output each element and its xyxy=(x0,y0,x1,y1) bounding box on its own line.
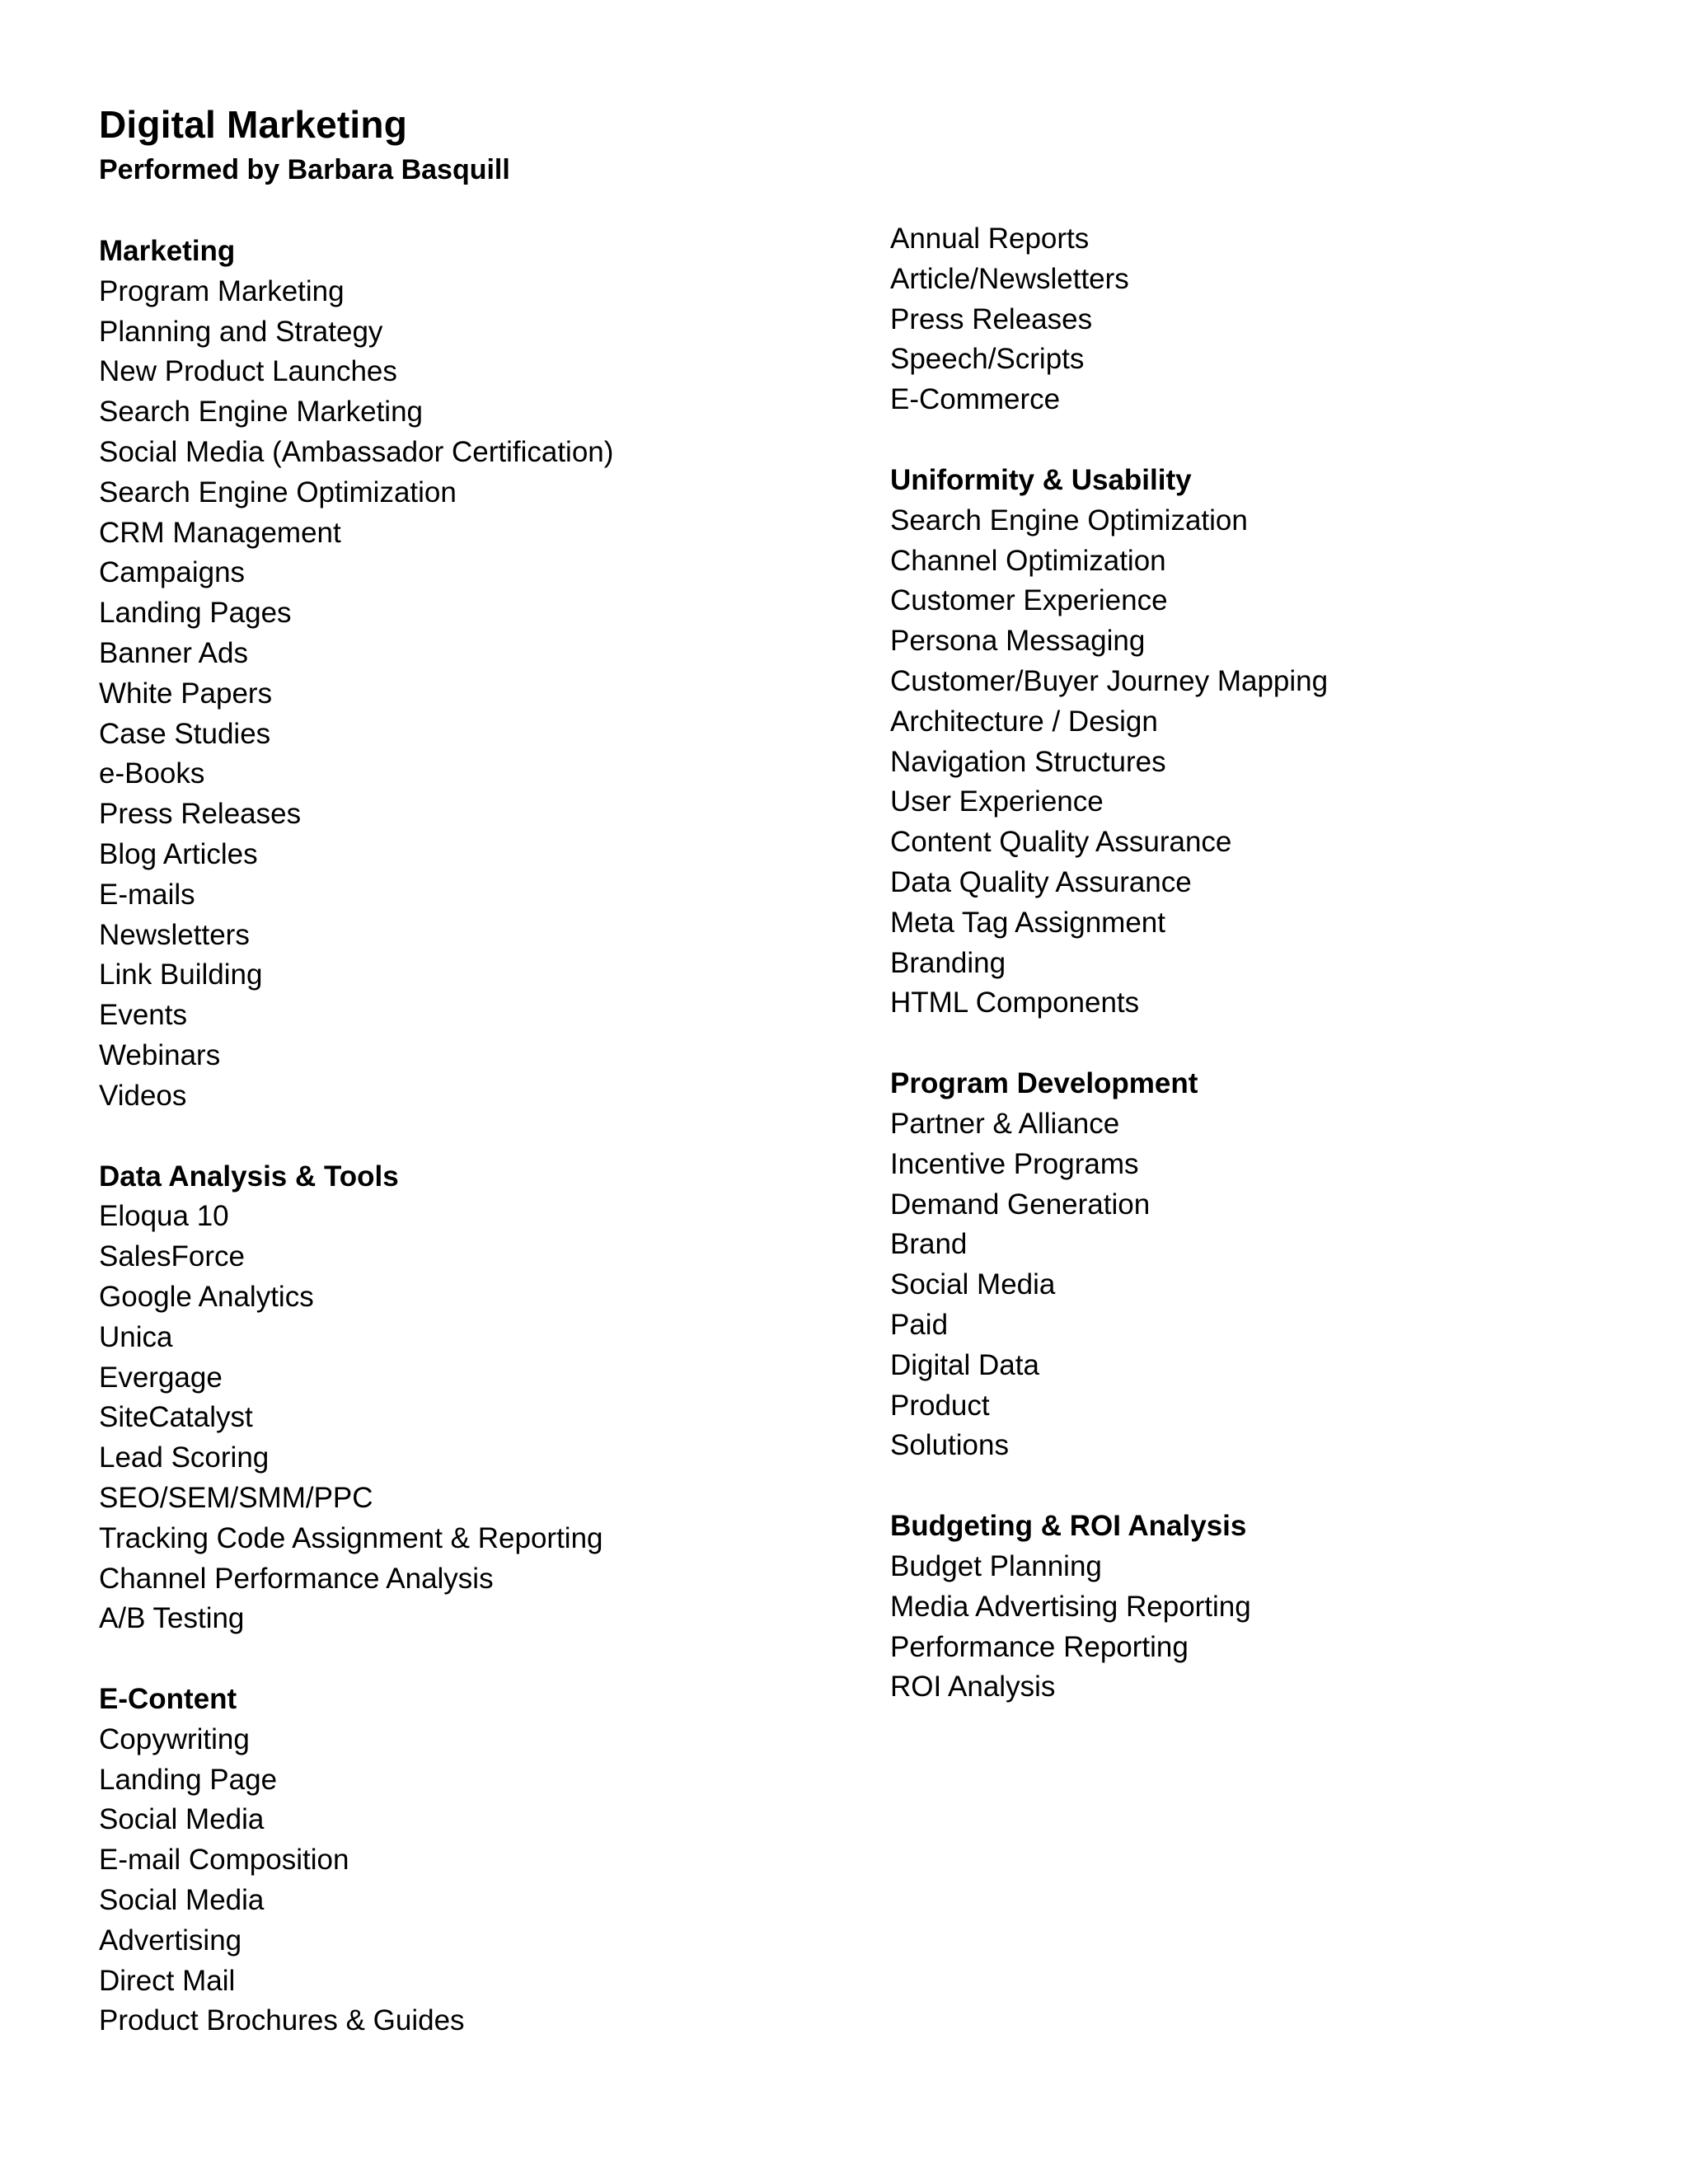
list-item: Persona Messaging xyxy=(890,625,1146,658)
list-item: Campaigns xyxy=(99,556,246,589)
item-list xyxy=(890,1104,1632,1466)
list-item: Performance Reporting xyxy=(890,1630,1189,1663)
list-item: Planning and Strategy xyxy=(99,315,383,348)
list-item: Program Marketing xyxy=(99,274,345,307)
section-heading: Program Development xyxy=(890,1067,1198,1100)
item-list xyxy=(890,1547,1632,1708)
list-item: Advertising xyxy=(99,1924,242,1957)
list-item: Architecture / Design xyxy=(890,705,1158,738)
list-item: Channel Performance Analysis xyxy=(99,1562,494,1595)
section-heading: E-Content xyxy=(99,1683,237,1716)
section-budgeting-roi-analysis xyxy=(890,1507,1632,1708)
list-item: Webinars xyxy=(99,1038,221,1071)
list-item: Lead Scoring xyxy=(99,1441,270,1474)
list-item: Social Media xyxy=(890,1268,1056,1301)
section-marketing xyxy=(99,232,841,1117)
list-item: User Experience xyxy=(890,785,1104,818)
list-item: Digital Data xyxy=(890,1348,1039,1381)
list-item: Tracking Code Assignment & Reporting xyxy=(99,1521,603,1554)
list-item: Copywriting xyxy=(99,1722,250,1755)
list-item: Videos xyxy=(99,1079,187,1112)
list-item: Media Advertising Reporting xyxy=(890,1590,1251,1623)
section-heading: Data Analysis & Tools xyxy=(99,1160,399,1193)
list-item: White Papers xyxy=(99,677,273,710)
list-item: e-Books xyxy=(99,757,205,790)
list-item: Partner & Alliance xyxy=(890,1107,1120,1140)
list-item: Data Quality Assurance xyxy=(890,865,1192,898)
list-item: Link Building xyxy=(99,958,263,991)
list-item: Demand Generation xyxy=(890,1188,1151,1221)
list-item: Annual Reports xyxy=(890,223,1090,255)
list-item: Incentive Programs xyxy=(890,1147,1139,1180)
list-item: Landing Page xyxy=(99,1763,278,1796)
list-item: Navigation Structures xyxy=(890,745,1166,778)
list-item: Brand xyxy=(890,1228,968,1261)
list-item: Evergage xyxy=(99,1361,223,1394)
list-item: Landing Pages xyxy=(99,597,292,630)
list-item: New Product Launches xyxy=(99,355,397,388)
list-item: Press Releases xyxy=(890,302,1093,335)
right-column xyxy=(890,219,1632,1748)
list-item: Blog Articles xyxy=(99,837,258,870)
section-e-content xyxy=(99,1680,841,2041)
list-item: Case Studies xyxy=(99,717,271,750)
list-item: Newsletters xyxy=(99,918,250,951)
item-list xyxy=(890,219,1632,420)
item-list xyxy=(99,272,841,1117)
document-title: Digital Marketing xyxy=(99,103,408,146)
section-heading: Marketing xyxy=(99,235,236,267)
list-item: E-mail Composition xyxy=(99,1844,349,1877)
list-item: Speech/Scripts xyxy=(890,343,1085,376)
list-item: SiteCatalyst xyxy=(99,1401,253,1434)
section-program-development xyxy=(890,1064,1632,1466)
section-uniformity-usability xyxy=(890,461,1632,1024)
list-item: E-Commerce xyxy=(890,383,1061,416)
list-item: Content Quality Assurance xyxy=(890,826,1232,859)
list-item: SalesForce xyxy=(99,1240,246,1273)
list-item: Product xyxy=(890,1389,990,1422)
list-item: Social Media xyxy=(99,1884,265,1917)
list-item: Social Media (Ambassador Certification) xyxy=(99,435,614,468)
list-item: Events xyxy=(99,999,187,1032)
list-item: Channel Optimization xyxy=(890,544,1166,577)
list-item: CRM Management xyxy=(99,516,341,549)
item-list xyxy=(99,1197,841,1639)
list-item: Paid xyxy=(890,1308,949,1341)
list-item: Customer/Buyer Journey Mapping xyxy=(890,664,1329,697)
list-item: E-mails xyxy=(99,878,195,911)
list-item: ROI Analysis xyxy=(890,1671,1056,1704)
list-item: Unica xyxy=(99,1320,173,1353)
list-item: A/B Testing xyxy=(99,1602,245,1635)
list-item: Search Engine Optimization xyxy=(890,504,1248,537)
section-heading: Uniformity & Usability xyxy=(890,463,1192,496)
list-item: Search Engine Marketing xyxy=(99,396,423,429)
list-item: Branding xyxy=(890,946,1006,979)
section-e-content-continued xyxy=(890,219,1632,420)
list-item: Press Releases xyxy=(99,798,302,831)
list-item: Social Media xyxy=(99,1803,265,1836)
section-data-analysis-tools xyxy=(99,1157,841,1640)
list-item: Eloqua 10 xyxy=(99,1200,229,1233)
list-item: Search Engine Optimization xyxy=(99,476,457,509)
section-heading: Budgeting & ROI Analysis xyxy=(890,1510,1247,1543)
document-subtitle: Performed by Barbara Basquill xyxy=(99,154,510,185)
list-item: Banner Ads xyxy=(99,636,248,669)
list-item: Product Brochures & Guides xyxy=(99,2004,465,2037)
list-item: Direct Mail xyxy=(99,1964,236,1997)
list-item: Google Analytics xyxy=(99,1280,314,1313)
list-item: SEO/SEM/SMM/PPC xyxy=(99,1481,373,1514)
left-column xyxy=(99,232,841,2082)
list-item: Article/Newsletters xyxy=(890,262,1129,295)
list-item: Solutions xyxy=(890,1429,1009,1462)
list-item: Budget Planning xyxy=(890,1549,1102,1582)
list-item: HTML Components xyxy=(890,987,1140,1019)
list-item: Customer Experience xyxy=(890,584,1168,617)
list-item: Meta Tag Assignment xyxy=(890,906,1165,939)
item-list xyxy=(99,1720,841,2041)
item-list xyxy=(890,501,1632,1024)
